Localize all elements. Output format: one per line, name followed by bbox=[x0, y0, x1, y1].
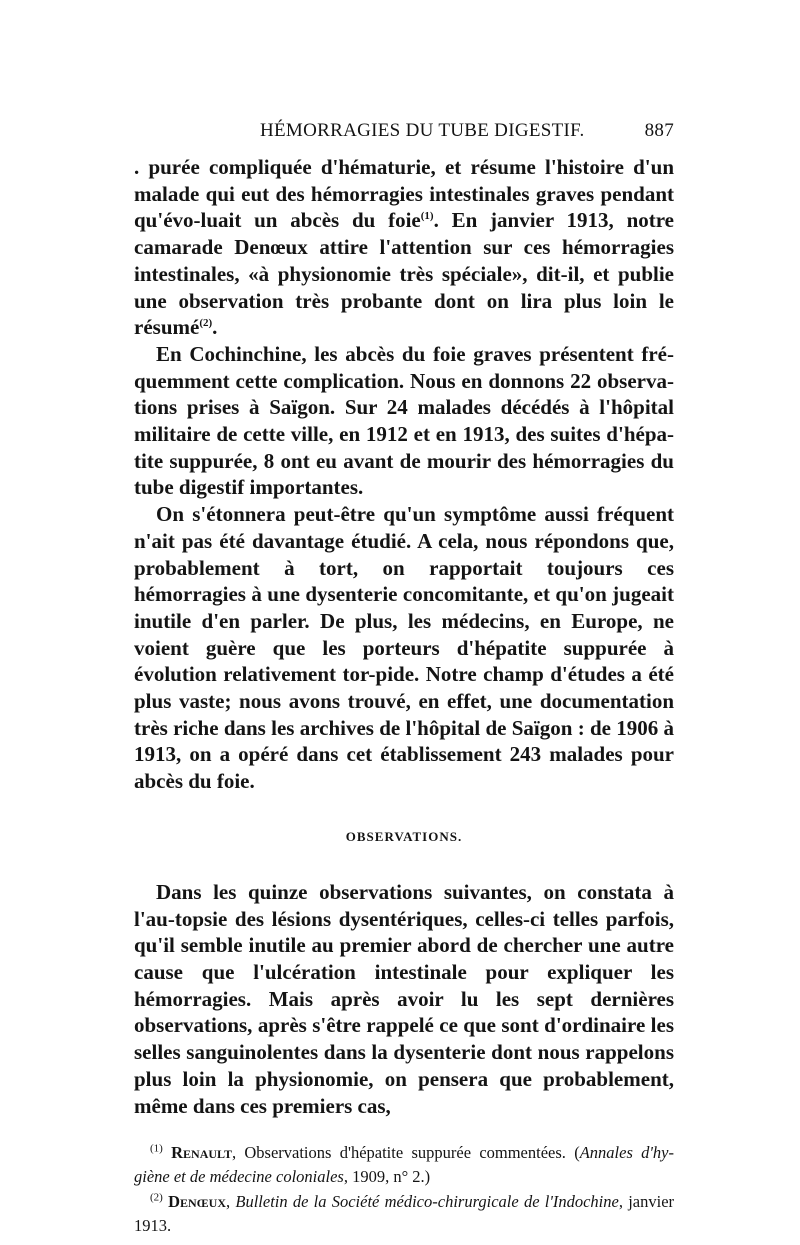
page-number: 887 bbox=[644, 120, 674, 141]
book-page bbox=[134, 116, 674, 1239]
footnote-1-text: , Observations d'hépatite suppurée commentées. ( bbox=[231, 1143, 580, 1163]
paragraph-1-text-b: . En janvier 1913, notre camarade Denœux attire l'attention sur ces hémorragies intestinales, «à physionomie très spéciale», dit-il, et publie une observation très probante dont on lira plus loin le résumé bbox=[134, 208, 674, 340]
footnote-2-journal: Bulletin de la Société médico-chirurgicale de l'Indochine bbox=[235, 1192, 619, 1212]
running-head bbox=[134, 116, 674, 146]
footnote-1 bbox=[134, 1141, 674, 1188]
paragraph-1 bbox=[134, 154, 674, 341]
footnote-2 bbox=[134, 1190, 674, 1237]
paragraph-4: Dans les quinze observations suivantes, on constata à l'au-topsie des lésions dysentériques, celles-ci telles parfois, qu'il semble inutile au premier abord de chercher une autre cause que l'ulcération intestinale pour expliquer les hémorragies. Mais après avoir lu les sept dernières observations, après s'être rappelé ce que sont d'ordinaire les selles sanguinolentes dans la dysenterie dont nous rappelons plus loin la physionomie, on pensera que probablement, même dans ces premiers cas, bbox=[134, 879, 674, 1118]
paragraph-2: En Cochinchine, les abcès du foie graves présentent fré-quemment cette complication. Nous en donnons 22 observa-tions prises à Saïgon. Sur 24 malades décédés à l'hôpital militaire de cette ville, en 1912 et en 1913, des suites d'hépa-tite suppurée, 8 ont eu avant de mourir des hémorragies du tube digestif importantes. bbox=[134, 341, 674, 500]
paragraph-3: On s'étonnera peut-être qu'un symptôme aussi fréquent n'ait pas été davantage étudié. A cela, nous répondons que, probablement à tort, on rapportait toujours ces hémorragies à une dysenterie concomitante, et qu'on jugeait inutile d'en parler. De plus, les médecins, en Europe, ne voient guère que les porteurs d'hépatite suppurée à évolution relativement tor-pide. Notre champ d'études a été plus vaste; nous avons trouvé, en effet, une documentation très riche dans les archives de l'hôpital de Saïgon : de 1906 à 1913, on a opéré dans cet établissement 243 malades pour abcès du foie. bbox=[134, 502, 674, 794]
footnote-1-mark: (1) bbox=[150, 1142, 163, 1155]
footnote-1-author: Renault bbox=[171, 1143, 232, 1163]
footnote-1-journal: Annales d'hy-giène et de médecine coloniales bbox=[134, 1143, 674, 1186]
footnote-1-tail: , 1909, n° 2.) bbox=[343, 1166, 431, 1186]
paragraph-1-text-c: . bbox=[212, 315, 218, 340]
footnote-2-author: Denœux bbox=[168, 1192, 226, 1212]
paragraph-1-text-a: . purée compliquée d'hématurie, et résume l'histoire d'un malade qui eut des hémorragies intestinales graves pendant qu'évo-luait un abcès du foie bbox=[134, 155, 674, 233]
section-heading: OBSERVATIONS. bbox=[345, 828, 463, 844]
footnotes bbox=[134, 1141, 674, 1237]
footnote-2-mark: (2) bbox=[150, 1191, 163, 1204]
footnote-2-sep: , bbox=[226, 1192, 236, 1212]
footnote-2-tail: , janvier 1913. bbox=[134, 1192, 675, 1235]
running-title: HÉMORRAGIES DU TUBE DIGESTIF. bbox=[260, 120, 585, 141]
footnote-ref-1: (1) bbox=[420, 210, 434, 223]
footnote-ref-2: (2) bbox=[199, 317, 213, 330]
